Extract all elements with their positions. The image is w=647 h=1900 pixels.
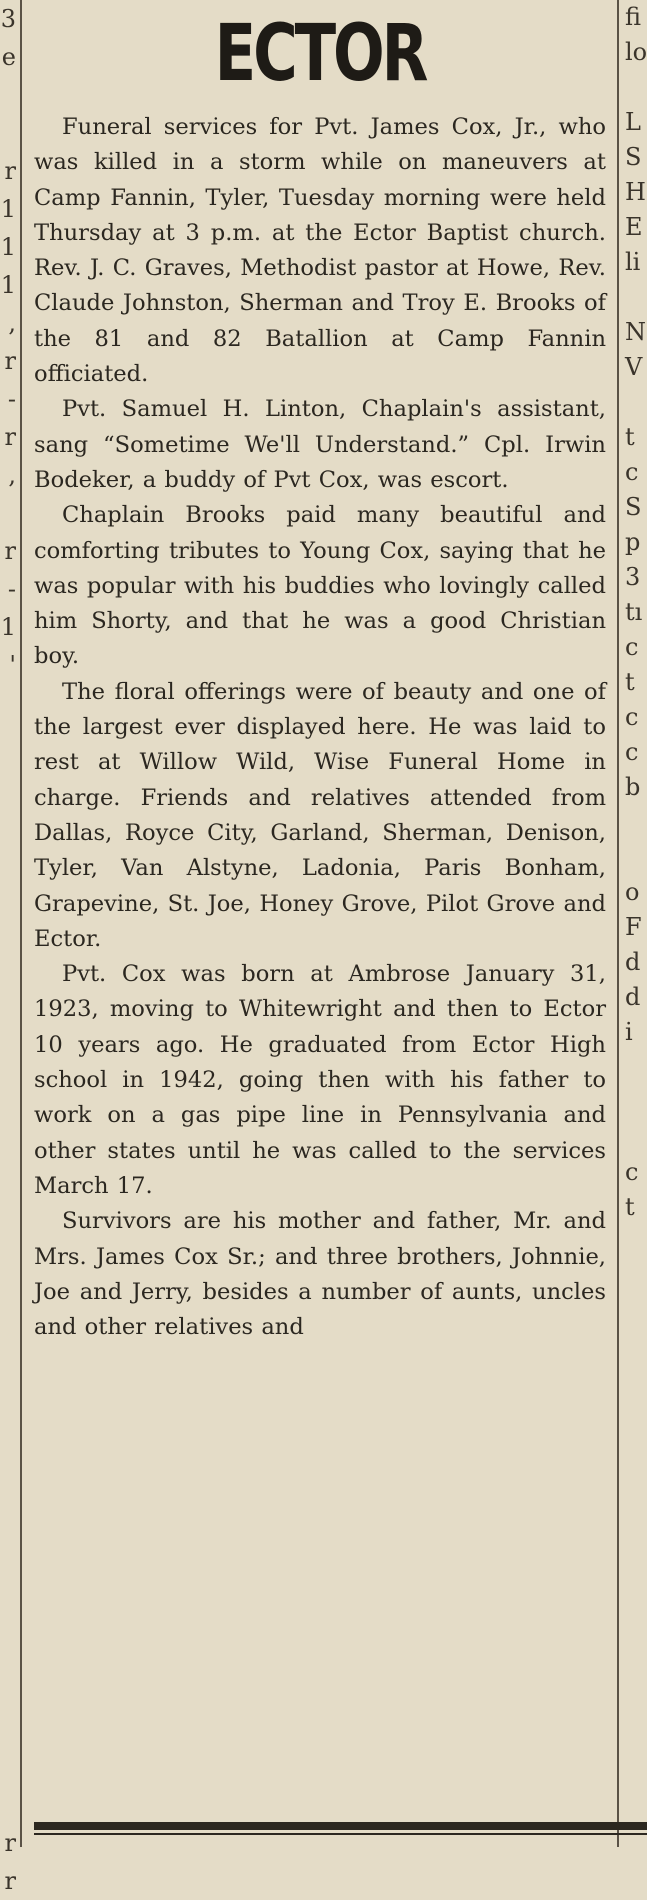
right-fragment-glyph: o <box>625 878 640 906</box>
left-fragment-glyph <box>0 798 16 836</box>
right-fragment-glyph: t <box>625 423 635 451</box>
left-fragment-glyph <box>0 912 16 950</box>
article-column <box>34 10 606 1345</box>
left-fragment-glyph <box>0 760 16 798</box>
left-fragment-glyph <box>0 1558 16 1596</box>
right-fragment-glyph <box>625 1120 647 1155</box>
left-fragment-glyph: r <box>4 423 16 451</box>
right-fragment-glyph: c <box>625 458 639 486</box>
left-fragment-glyph <box>0 950 16 988</box>
right-fragment-glyph: c <box>625 1158 639 1186</box>
right-fragment-glyph <box>625 1050 647 1085</box>
bottom-rule <box>34 1822 647 1830</box>
article-paragraph: Funeral services for Pvt. James Cox, Jr., who was killed in a storm while on maneuvers at Camp Fannin, Tyler, Tuesday morning were held Thursday at 3 p.m. at the Ector Baptist church. Rev. J. C. Graves, Methodist pastor at Howe, Rev. Claude Johnston, Sherman and Troy E. Brooks of the 81 and 82 Batallion at Camp Fannin officiated. <box>34 114 606 388</box>
left-fragment-glyph <box>0 1482 16 1520</box>
right-fragment-glyph: S <box>625 493 642 521</box>
left-fragment-glyph <box>0 1102 16 1140</box>
right-fragment-glyph: fi <box>625 3 642 31</box>
left-fragment-glyph: r <box>4 537 16 565</box>
left-fragment-glyph <box>0 1292 16 1330</box>
left-fragment-glyph <box>0 1178 16 1216</box>
right-column-fragment <box>617 0 647 1847</box>
left-fragment-glyph: , <box>8 309 16 337</box>
left-fragment-glyph: 3 <box>0 5 16 33</box>
left-fragment-glyph: - <box>7 575 16 603</box>
article-paragraph: Chaplain Brooks paid many beautiful and comforting tributes to Young Cox, saying that he was popular with his buddies who lovingly called him Shorty, and that he was a good Christian boy. <box>34 502 606 670</box>
right-fragment-glyph: lo <box>625 38 647 66</box>
article-paragraph: The floral offerings were of beauty and one of the largest ever displayed here. He was laid to rest at Willow Wild, Wise Funeral Home in charge. Friends and relatives attended from Dallas, Royce City, Garland, Sherman, Denison, Tyler, Van Alstyne, Ladonia, Paris Bonham, Grapevine, St. Joe, Honey Grove, Pilot Grove and Ector. <box>34 678 606 952</box>
left-fragment-glyph: r <box>4 1829 16 1857</box>
right-fragment-glyph: L <box>625 108 641 136</box>
right-fragment-glyph: d <box>625 983 641 1011</box>
bottom-rule-thin <box>34 1833 647 1835</box>
right-fragment-glyph: t <box>625 1193 635 1221</box>
right-fragment-glyph: H <box>625 178 646 206</box>
left-fragment-glyph: 1 <box>0 195 16 223</box>
left-fragment-glyph <box>0 836 16 874</box>
right-fragment-glyph: tı <box>625 598 643 626</box>
left-fragment-glyph <box>0 1026 16 1064</box>
left-fragment-glyph <box>0 1520 16 1558</box>
article-headline: ECTOR <box>214 9 426 99</box>
left-fragment-glyph <box>0 684 16 722</box>
right-fragment-glyph <box>625 1225 647 1260</box>
left-fragment-glyph: ' <box>9 651 16 679</box>
left-fragment-glyph <box>0 1368 16 1406</box>
article-paragraph: Pvt. Samuel H. Linton, Chaplain's assistant, sang “Sometime We'll Understand.” Cpl. Irwin Bodeker, a buddy of Pvt Cox, was escort. <box>34 396 606 493</box>
left-fragment-glyph <box>0 722 16 760</box>
left-fragment-glyph <box>0 494 16 532</box>
left-fragment-glyph <box>0 1634 16 1672</box>
left-fragment-glyph: e <box>1 43 16 71</box>
left-fragment-glyph <box>0 1710 16 1748</box>
right-fragment-glyph: 3 <box>625 563 641 591</box>
left-fragment-glyph: - <box>7 385 16 413</box>
left-fragment-glyph <box>0 1064 16 1102</box>
right-fragment-glyph: t <box>625 668 635 696</box>
article-body <box>34 110 606 1345</box>
right-fragment-glyph: li <box>625 248 641 276</box>
left-fragment-glyph: 1 <box>0 233 16 261</box>
left-fragment-glyph <box>0 1596 16 1634</box>
left-fragment-glyph: r <box>4 157 16 185</box>
right-fragment-glyph: b <box>625 773 641 801</box>
left-fragment-glyph <box>0 1254 16 1292</box>
right-fragment-glyph: c <box>625 703 639 731</box>
right-fragment-glyph: i <box>625 1018 633 1046</box>
left-column-fragment <box>0 0 22 1895</box>
left-fragment-glyph <box>0 1140 16 1178</box>
left-fragment-glyph <box>0 1216 16 1254</box>
left-fragment-glyph <box>0 76 16 114</box>
right-fragment-glyph <box>625 840 647 875</box>
left-fragment-glyph: 1 <box>0 271 16 299</box>
right-fragment-glyph: S <box>625 143 642 171</box>
left-fragment-glyph: r <box>4 347 16 375</box>
left-fragment-glyph <box>0 1330 16 1368</box>
left-fragment-glyph <box>0 114 16 152</box>
right-fragment-glyph: N <box>625 318 646 346</box>
left-fragment-glyph <box>0 1406 16 1444</box>
left-fragment-glyph <box>0 988 16 1026</box>
right-fragment-glyph: d <box>625 948 641 976</box>
right-fragment-glyph <box>625 805 647 840</box>
left-fragment-glyph <box>0 1444 16 1482</box>
right-fragment-glyph: c <box>625 738 639 766</box>
left-fragment-glyph <box>0 1786 16 1824</box>
right-fragment-glyph <box>625 280 647 315</box>
right-fragment-glyph: p <box>625 528 641 556</box>
right-fragment-glyph <box>625 1085 647 1120</box>
left-fragment-glyph <box>0 1672 16 1710</box>
left-fragment-glyph: r <box>4 1867 16 1895</box>
left-fragment-glyph: 1 <box>0 613 16 641</box>
left-fragment-glyph <box>0 874 16 912</box>
article-paragraph: Pvt. Cox was born at Ambrose January 31, 1923, moving to Whitewright and then to Ector 10 years ago. He graduated from Ector High school in 1942, going then with his father to work on a gas pipe line in Pennsylvania and other states until he was called to the services March 17. <box>34 961 606 1199</box>
right-fragment-glyph <box>625 385 647 420</box>
article-paragraph: Survivors are his mother and father, Mr. and Mrs. James Cox Sr.; and three brothers, Johnnie, Joe and Jerry, besides a number of aunts, uncles and other relatives and <box>34 1208 606 1341</box>
right-fragment-glyph: c <box>625 633 639 661</box>
right-fragment-glyph: E <box>625 213 643 241</box>
right-fragment-glyph: V <box>625 353 643 381</box>
left-fragment-glyph: , <box>8 461 16 489</box>
right-fragment-glyph: F <box>625 913 642 941</box>
right-fragment-glyph <box>625 70 647 105</box>
left-fragment-glyph <box>0 1748 16 1786</box>
